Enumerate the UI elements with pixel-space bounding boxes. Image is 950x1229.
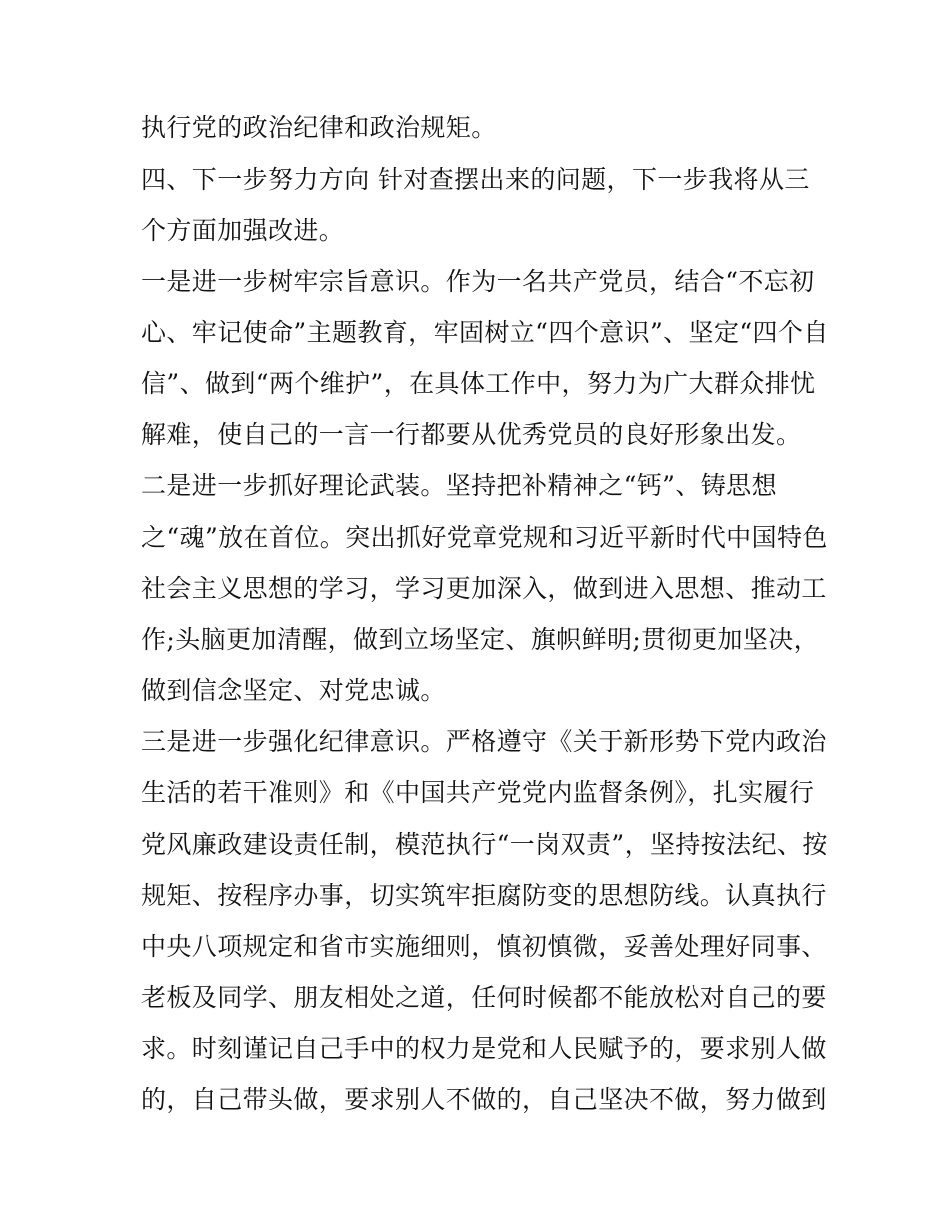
- text-line: 社会主义思想的学习，学习更加深入，做到进入思想、推动工: [141, 574, 827, 603]
- text-line: 做到信念坚定、对党忠诚。: [141, 676, 446, 705]
- text-line: 二是进一步抓好理论武装。坚持把补精神之“钙”、铸思想: [141, 471, 777, 500]
- text-line: 一是进一步树牢宗旨意识。作为一名共产党员，结合“不忘初: [141, 267, 815, 296]
- text-line: 求。时刻谨记自己手中的权力是党和人民赋予的，要求别人做: [141, 1034, 827, 1063]
- text-line: 老板及同学、朋友相处之道，任何时候都不能放松对自己的要: [141, 983, 827, 1012]
- text-line: 党风廉政建设责任制，模范执行“一岗双责”，坚持按法纪、按: [141, 830, 828, 859]
- text-line: 中央八项规定和省市实施细则，慎初慎微，妥善处理好同事、: [141, 932, 827, 961]
- text-line: 四、下一步努力方向 针对查摆出来的问题，下一步我将从三: [141, 165, 810, 194]
- text-line: 生活的若干准则》和《中国共产党党内监督条例》，扎实履行: [141, 778, 815, 807]
- text-line: 规矩、按程序办事，切实筑牢拒腐防变的思想防线。认真执行: [141, 881, 827, 910]
- text-line: 信”、做到“两个维护”，在具体工作中，努力为广大群众排忧: [141, 369, 816, 398]
- text-line: 三是进一步强化纪律意识。严格遵守《关于新形势下党内政治: [141, 727, 827, 756]
- text-line: 心、牢记使命”主题教育，牢固树立“四个意识”、坚定“四个自: [141, 318, 829, 347]
- text-line: 作;头脑更加清醒，做到立场坚定、旗帜鲜明;贯彻更加坚决，: [141, 625, 820, 654]
- text-line: 之“魂”放在首位。突出抓好党章党规和习近平新时代中国特色: [141, 523, 828, 552]
- text-line: 个方面加强改进。: [141, 216, 345, 245]
- text-line: 的，自己带头做，要求别人不做的，自己坚决不做，努力做到: [141, 1085, 827, 1114]
- text-line: 执行党的政治纪律和政治规矩。: [141, 113, 497, 142]
- text-line: 解难，使自己的一言一行都要从优秀党员的良好形象出发。: [141, 420, 802, 449]
